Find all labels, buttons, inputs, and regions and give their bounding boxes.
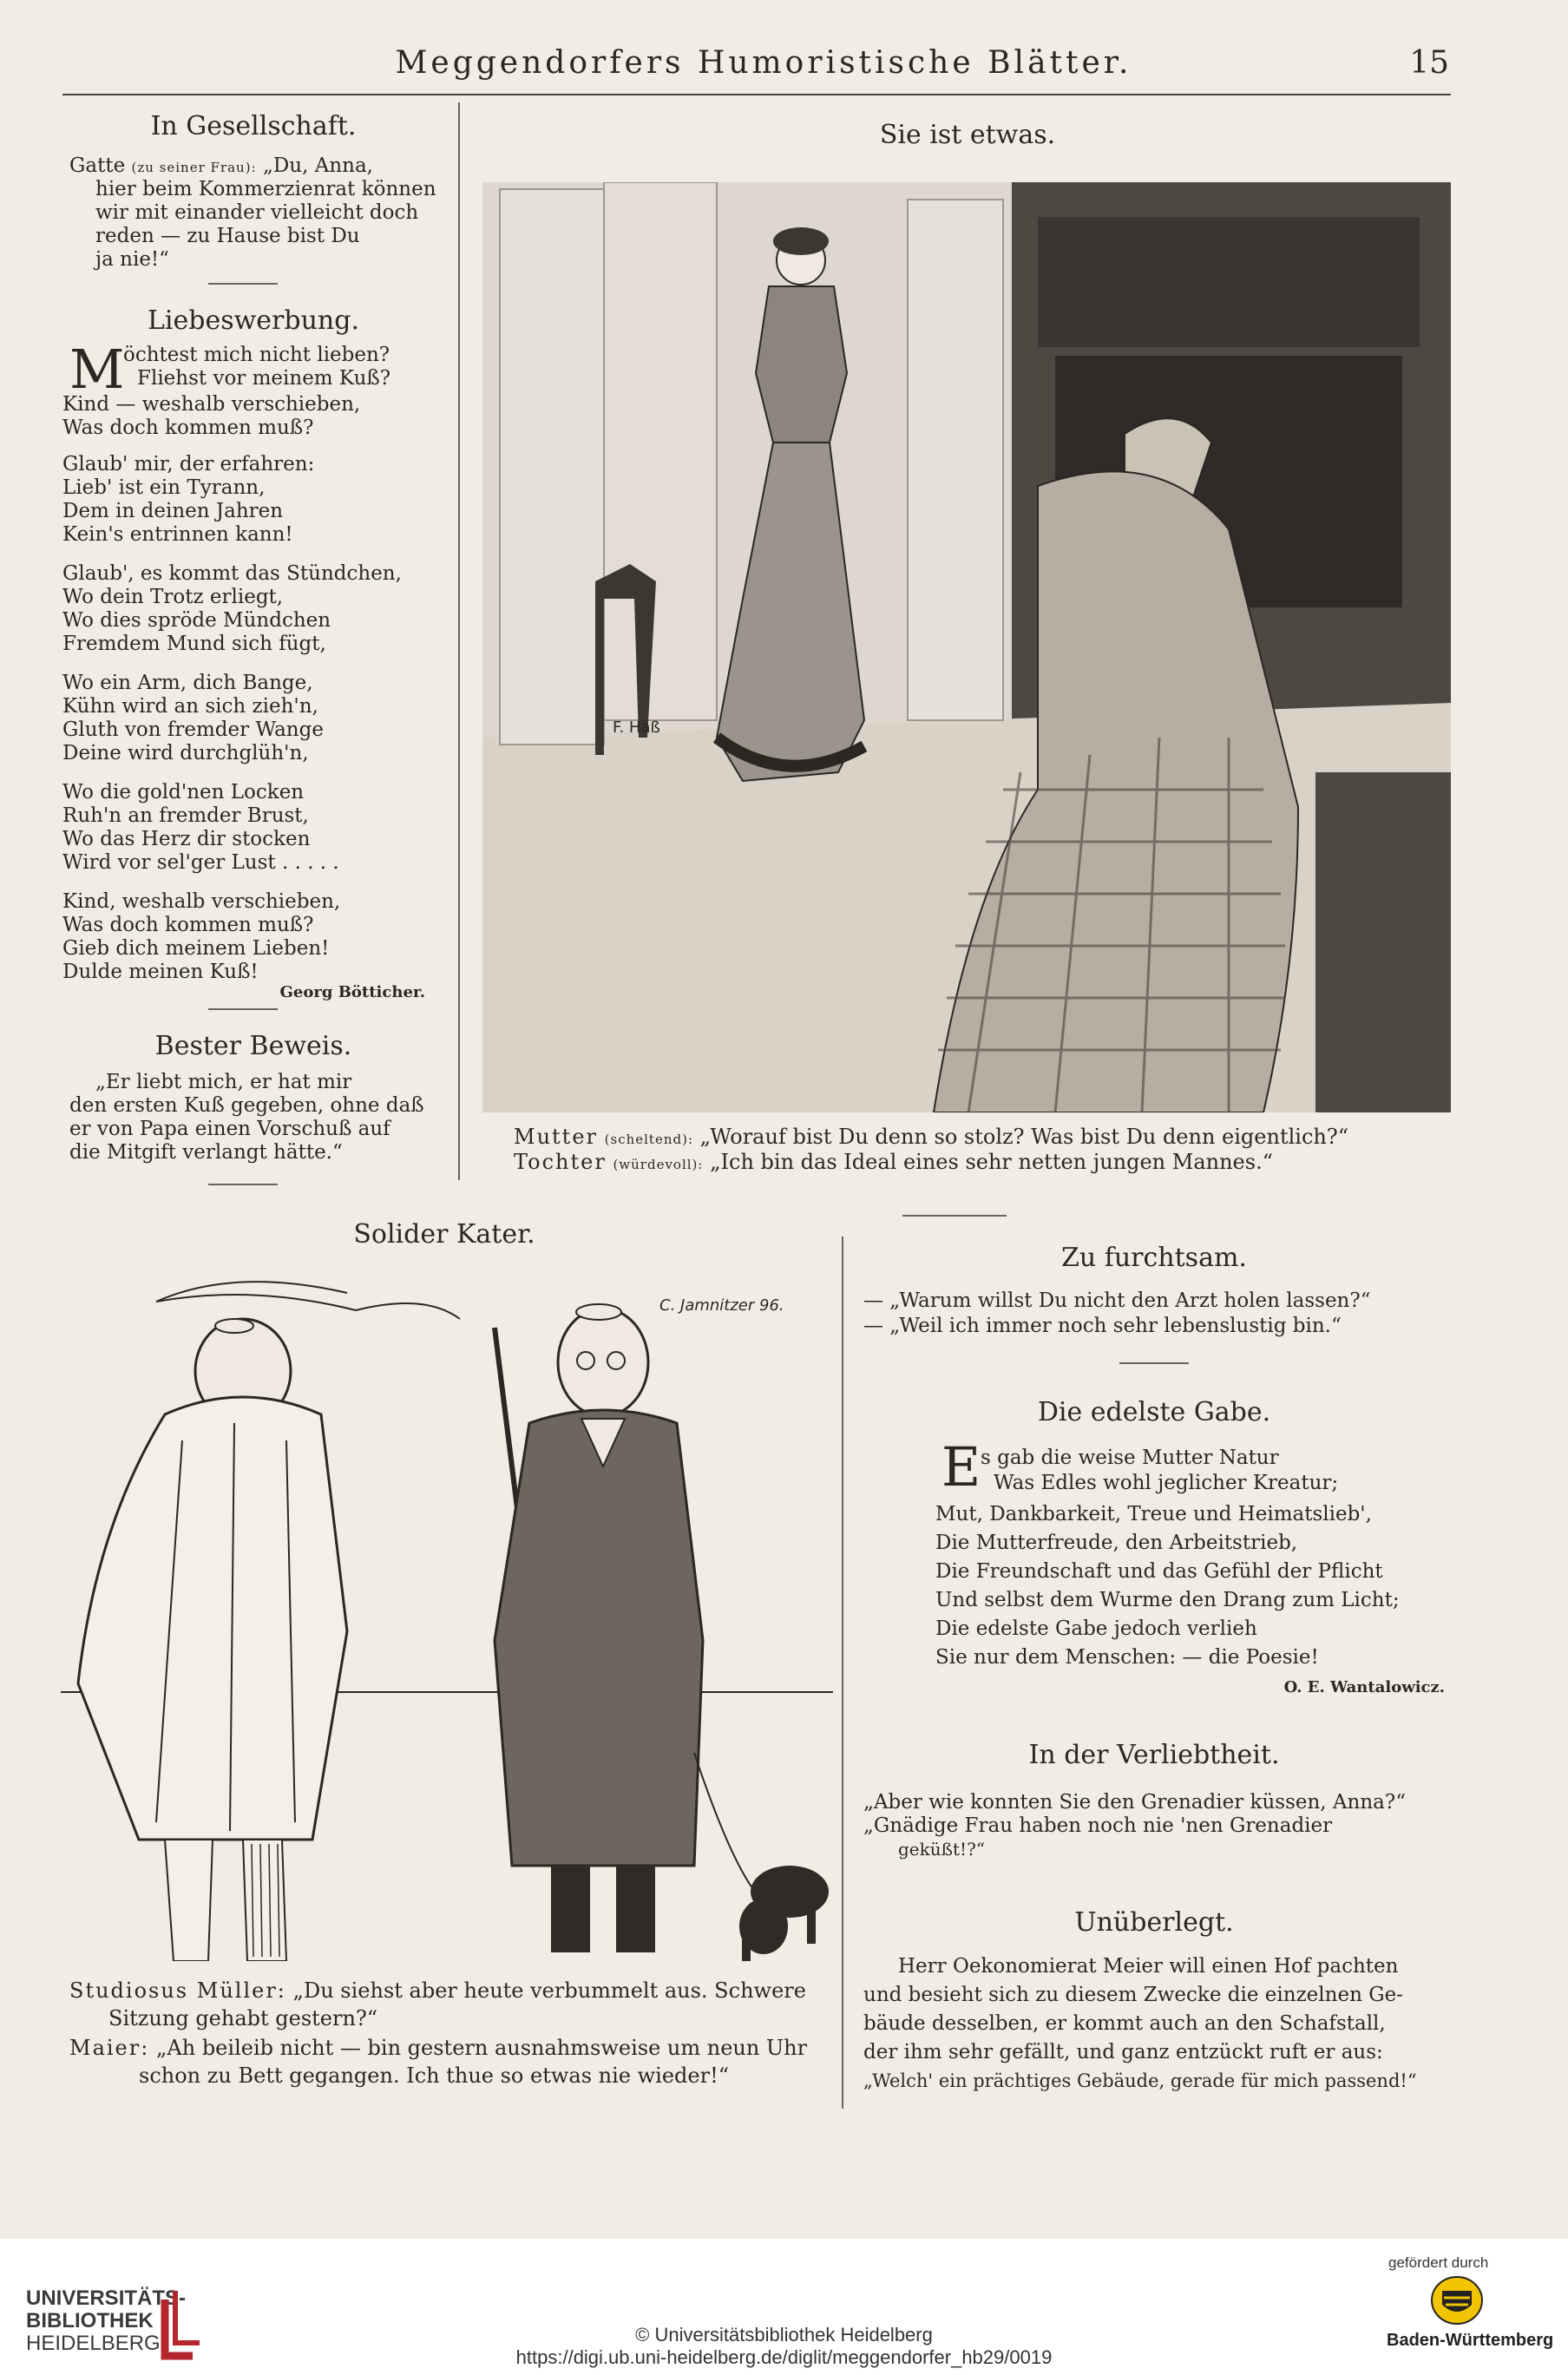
header-rule	[62, 94, 1451, 95]
stanza-4-line-3: Wo das Herz dir stocken	[62, 828, 311, 850]
separator	[902, 1215, 1007, 1217]
stanza-3-line-1: Wo ein Arm, dich Bange,	[62, 672, 313, 694]
section-title-gesellschaft: In Gesellschaft.	[150, 111, 357, 141]
gabe-line-3: Mut, Dankbarkeit, Treue und Heimatslieb',	[935, 1503, 1372, 1525]
gesellschaft-first-line	[69, 154, 373, 180]
verliebtheit-line-2: „Gnädige Frau haben noch nie 'nen Grenadier	[863, 1814, 1333, 1837]
section-title-kater: Solider Kater.	[353, 1219, 535, 1250]
signature-boetticher: Georg Bötticher.	[279, 983, 425, 1001]
section-title-gabe: Die edelste Gabe.	[1037, 1397, 1271, 1427]
speaker-maier: Maier:	[69, 2036, 150, 2060]
caption-text-tochter: „Ich bin das Ideal eines sehr netten jungen Mannes.“	[710, 1150, 1273, 1174]
gesellschaft-line-3: wir mit einander vielleicht doch	[95, 201, 419, 224]
stanza-4-line-2: Ruh'n an fremder Brust,	[62, 804, 309, 827]
unueberlegt-line-4: der ihm sehr gefällt, und ganz entzückt ruft er aus:	[863, 2041, 1383, 2063]
gabe-line-5: Die Freundschaft und das Gefühl der Pflicht	[935, 1560, 1383, 1583]
stanza-1-line-1: Glaub' mir, der erfahren:	[62, 453, 315, 476]
mueller-text-2: Sitzung gehabt gestern?“	[108, 2006, 378, 2031]
stanza-5-line-1: Kind, weshalb verschieben,	[62, 890, 341, 913]
speaker-mutter: Mutter	[514, 1125, 598, 1149]
unueberlegt-line-1: Herr Oekonomierat Meier will einen Hof pachten	[898, 1955, 1399, 1978]
column-divider-left	[458, 102, 460, 1180]
gabe-line-6: Und selbst dem Wurme den Drang zum Licht;	[935, 1589, 1400, 1611]
library-name-line-3: HEIDELBERG	[26, 2332, 161, 2355]
stanza-3-line-4: Deine wird durchglüh'n,	[62, 742, 309, 764]
state-name: Baden-Württemberg	[1387, 2331, 1554, 2350]
stage-direction: (zu seiner Frau):	[131, 160, 257, 175]
page-number: 15	[1409, 45, 1449, 81]
section-title-unueberlegt: Unüberlegt.	[1074, 1907, 1234, 1938]
maier-text-1: „Ah beileib nicht — bin gestern ausnahmsweise um neun Uhr	[155, 2036, 808, 2060]
copyright: © Universitätsbibliothek Heidelberg	[635, 2324, 933, 2345]
furchtsam-line-1: — „Warum willst Du nicht den Arzt holen lassen?“	[863, 1289, 1371, 1312]
gabe-line-2: Was Edles wohl jeglicher Kreatur;	[994, 1472, 1339, 1494]
unueberlegt-line-3: bäude desselben, er kommt auch an den Schafstall,	[863, 2012, 1386, 2035]
library-name-line-1: UNIVERSITÄTS-	[26, 2286, 187, 2310]
journal-title: Meggendorfers Humoristische Blätter.	[395, 45, 1132, 81]
illustration-solider-kater	[61, 1267, 833, 1961]
stanza-2-line-2: Wo dein Trotz erliegt,	[62, 586, 284, 608]
caption-line-tochter	[514, 1150, 1273, 1174]
liebeswerbung-line-3: Kind — weshalb verschieben,	[62, 393, 361, 416]
stanza-2-line-1: Glaub', es kommt das Stündchen,	[62, 562, 402, 585]
caption-text-mutter: „Worauf bist Du denn so stolz? Was bist Du denn eigentlich?“	[699, 1125, 1348, 1149]
section-title-beweis: Bester Beweis.	[154, 1031, 352, 1061]
stanza-4-line-1: Wo die gold'nen Locken	[62, 781, 305, 804]
beweis-line-4: die Mitgift verlangt hätte.“	[69, 1141, 343, 1164]
beweis-line-1: „Er liebt mich, er hat mir	[95, 1071, 352, 1093]
section-title-verliebtheit: In der Verliebtheit.	[1028, 1740, 1280, 1770]
stanza-2-line-4: Fremdem Mund sich fügt,	[62, 633, 326, 655]
stanza-5-line-2: Was doch kommen muß?	[62, 914, 314, 936]
funded-by: gefördert durch	[1388, 2254, 1489, 2271]
kater-drawing	[61, 1267, 833, 1961]
gesellschaft-line-1: „Du, Anna,	[262, 154, 373, 177]
gabe-line-4: Die Mutterfreude, den Arbeitstrieb,	[935, 1532, 1298, 1554]
gabe-line-7: Die edelste Gabe jedoch verlieh	[935, 1617, 1257, 1640]
separator	[208, 283, 278, 285]
stanza-4-line-4: Wird vor sel'ger Lust . . . . .	[62, 851, 339, 874]
separator	[208, 1008, 278, 1010]
source-url[interactable]: https://digi.ub.uni-heidelberg.de/diglit/meggendorfer_hb29/0019	[515, 2346, 1053, 2368]
drop-cap-m: M	[69, 338, 125, 401]
illustration-drawing	[482, 182, 1451, 1112]
gesellschaft-line-4: reden — zu Hause bist Du	[95, 225, 360, 247]
illustration-signature: F. Haß	[613, 718, 660, 737]
liebeswerbung-line-1: öchtest mich nicht lieben?	[123, 344, 390, 366]
gesellschaft-line-5: ja nie!“	[95, 248, 169, 271]
stanza-1-line-2: Lieb' ist ein Tyrann,	[62, 476, 266, 499]
unueberlegt-line-2: und besieht sich zu diesem Zwecke die einzelnen Ge-	[863, 1984, 1403, 2006]
stanza-1-line-4: Kein's entrinnen kann!	[62, 523, 293, 546]
library-footer	[0, 2239, 1568, 2375]
liebeswerbung-line-4: Was doch kommen muß?	[62, 417, 314, 439]
kater-signature: C. Jamnitzer 96.	[659, 1296, 784, 1315]
gabe-line-1: s gab die weise Mutter Natur	[981, 1447, 1279, 1469]
gesellschaft-line-2: hier beim Kommerzienrat können	[95, 178, 436, 200]
illustration-sie-ist-etwas	[482, 182, 1451, 1112]
section-title-liebeswerbung: Liebeswerbung.	[148, 305, 359, 336]
liebeswerbung-line-2: Fliehst vor meinem Kuß?	[137, 367, 391, 390]
stanza-5-line-3: Gieb dich meinem Lieben!	[62, 937, 330, 960]
column-divider-bottom	[842, 1237, 843, 2109]
separator	[208, 1184, 278, 1185]
stage-scheltend: (scheltend):	[604, 1132, 693, 1147]
beweis-line-2: den ersten Kuß gegeben, ohne daß	[69, 1094, 424, 1117]
maier-text-2: schon zu Bett gegangen. Ich thue so etwas nie wieder!“	[139, 2063, 729, 2088]
kater-line-1	[69, 1978, 806, 2003]
section-title-furchtsam: Zu furchtsam.	[1061, 1243, 1247, 1273]
section-title-etwas: Sie ist etwas.	[879, 120, 1056, 150]
verliebtheit-line-3: geküßt!?“	[898, 1839, 986, 1860]
stanza-5-line-4: Dulde meinen Kuß!	[62, 961, 259, 983]
stanza-3-line-2: Kühn wird an sich zieh'n,	[62, 695, 318, 718]
stanza-1-line-3: Dem in deinen Jahren	[62, 500, 284, 522]
stanza-3-line-3: Gluth von fremder Wange	[62, 718, 324, 741]
mueller-text-1: „Du siehst aber heute verbummelt aus. Schwere	[292, 1978, 806, 2003]
verliebtheit-line-1: „Aber wie konnten Sie den Grenadier küssen, Anna?“	[863, 1791, 1406, 1814]
signature-wantalowicz: O. E. Wantalowicz.	[1283, 1678, 1445, 1696]
state-coat-of-arms-icon	[1430, 2273, 1484, 2327]
caption-line-mutter	[514, 1125, 1348, 1149]
separator	[1119, 1362, 1189, 1364]
speaker-gatte: Gatte	[69, 154, 126, 177]
library-name-line-2: BIBLIOTHEK	[26, 2309, 154, 2332]
furchtsam-line-2: — „Weil ich immer noch sehr lebenslustig bin.“	[863, 1315, 1342, 1337]
speaker-mueller: Studiosus Müller:	[69, 1978, 286, 2003]
gabe-line-8: Sie nur dem Menschen: — die Poesie!	[935, 1646, 1319, 1669]
beweis-line-3: er von Papa einen Vorschuß auf	[69, 1118, 390, 1140]
unueberlegt-line-5: „Welch' ein prächtiges Gebäude, gerade für mich passend!“	[863, 2070, 1417, 2091]
drop-cap-e: E	[941, 1435, 981, 1499]
stage-wuerdevoll: (würdevoll):	[613, 1157, 704, 1172]
speaker-tochter: Tochter	[514, 1150, 607, 1174]
stanza-2-line-3: Wo dies spröde Mündchen	[62, 609, 331, 632]
kater-line-3	[69, 2036, 807, 2060]
